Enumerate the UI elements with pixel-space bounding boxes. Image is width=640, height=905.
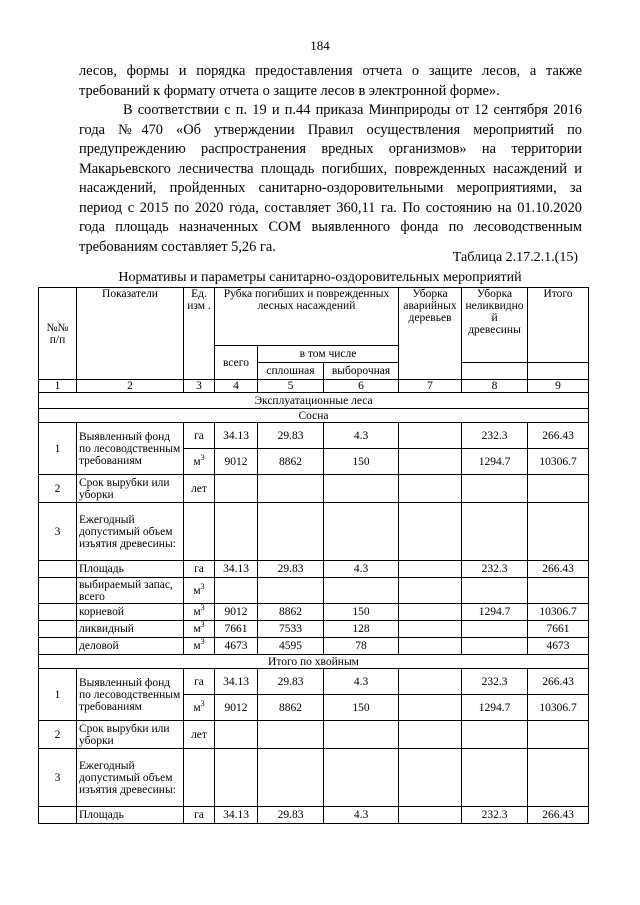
value-illiquid: 232.3 xyxy=(462,807,528,824)
value-sum: 10306.7 xyxy=(528,449,589,475)
unit-superscript: 3 xyxy=(200,581,205,591)
table-row xyxy=(39,621,589,638)
unit-cell xyxy=(184,578,215,604)
table-row xyxy=(39,749,589,807)
table-row xyxy=(39,604,589,621)
empty-cell xyxy=(215,503,258,561)
col-number: 2 xyxy=(77,380,184,393)
value-cleanup xyxy=(399,604,462,621)
value-sum: 7661 xyxy=(528,621,589,638)
header-selective: выборочная xyxy=(324,363,399,380)
value-cleanup xyxy=(399,807,462,824)
empty-cell xyxy=(399,475,462,503)
row-num: 2 xyxy=(39,721,77,749)
empty-cell xyxy=(324,721,399,749)
row-label: Ежегодный допустимый объем изъятия древесины: xyxy=(77,503,184,561)
value-cleanup xyxy=(399,423,462,449)
row-label: Выявленный фонд по лесоводственным требованиям xyxy=(77,423,184,475)
value-clear: 29.83 xyxy=(258,423,324,449)
value-illiquid: 232.3 xyxy=(462,561,528,578)
unit-superscript: 3 xyxy=(200,637,205,647)
section-row xyxy=(39,655,589,669)
value-total: 9012 xyxy=(215,695,258,721)
empty-cell xyxy=(528,721,589,749)
header-unit: Ед. изм . xyxy=(184,288,215,380)
section-title: Эксплуатационные леса xyxy=(39,393,589,409)
table-row xyxy=(39,638,589,655)
row-label: ликвидный xyxy=(77,621,184,638)
row-label: Срок вырубки или уборки xyxy=(77,721,184,749)
table-row xyxy=(39,423,589,449)
unit-cell: га xyxy=(184,807,215,824)
value-cleanup xyxy=(399,561,462,578)
section-title: Сосна xyxy=(39,409,589,423)
header-clear: сплошная xyxy=(258,363,324,380)
unit-text: м xyxy=(193,623,201,635)
row-num-empty xyxy=(39,604,77,621)
value-illiquid: 1294.7 xyxy=(462,449,528,475)
row-num-empty xyxy=(39,578,77,604)
row-num-empty xyxy=(39,561,77,578)
value-cleanup xyxy=(399,449,462,475)
value-sum: 266.43 xyxy=(528,807,589,824)
unit-superscript: 3 xyxy=(200,603,205,613)
body-text xyxy=(79,62,582,257)
header-illiquid: Уборка неликвидно й древесины xyxy=(462,288,528,363)
value-selective xyxy=(324,578,399,604)
value-sum: 4673 xyxy=(528,638,589,655)
empty-cell xyxy=(184,749,215,807)
unit-text: м xyxy=(193,584,201,597)
table-row xyxy=(39,578,589,604)
row-label: Выявленный фонд по лесоводственным требованиям xyxy=(77,669,184,721)
unit-cell: лет xyxy=(184,721,215,749)
empty-cell xyxy=(215,475,258,503)
paragraph: лесов, формы и порядка предоставления отчета о защите лесов, а также требований к формату отчета о защите лесов в электронной форме». xyxy=(79,63,582,99)
empty-cell xyxy=(528,475,589,503)
value-clear: 29.83 xyxy=(258,561,324,578)
empty-cell xyxy=(462,721,528,749)
value-clear: 29.83 xyxy=(258,669,324,695)
norms-table xyxy=(38,287,589,824)
col-number: 9 xyxy=(528,380,589,393)
paragraph: В соответствии с п. 19 и п.44 приказа Минприроды от 12 сентября 2016 года №470 «Об утверждении Правил осуществления мероприятий по предупреждению распространения вредных организмов» на территории Макарьевского лесничества площадь погибших, поврежденных насаждений и насаждений, пройденных санитарно-оздоровительными мероприятиями, за период с 2015 по 2020 года, составляет 360,11 га. По состоянию на 01.10.2020 года площадь назначенных СОМ выявленного фонда по лесоводственным требованиям составляет 5,26 га. xyxy=(79,102,582,255)
table-caption: Таблица 2.17.2.1.(15) xyxy=(452,250,578,265)
col-number: 1 xyxy=(39,380,77,393)
value-cleanup xyxy=(399,621,462,638)
header-total: Итого xyxy=(528,288,589,363)
table-row xyxy=(39,475,589,503)
value-illiquid: 1294.7 xyxy=(462,604,528,621)
value-clear: 4595 xyxy=(258,638,324,655)
header-indicators: Показатели xyxy=(77,288,184,380)
row-num-empty xyxy=(39,807,77,824)
empty-cell xyxy=(528,503,589,561)
header-empty xyxy=(528,363,589,380)
empty-cell xyxy=(528,749,589,807)
value-illiquid xyxy=(462,621,528,638)
row-label: Площадь xyxy=(77,561,184,578)
empty-cell xyxy=(258,721,324,749)
empty-cell xyxy=(215,749,258,807)
unit-cell xyxy=(184,604,215,621)
value-sum: 10306.7 xyxy=(528,695,589,721)
value-sum: 266.43 xyxy=(528,561,589,578)
value-sum: 10306.7 xyxy=(528,604,589,621)
row-num: 2 xyxy=(39,475,77,503)
value-total: 34.13 xyxy=(215,807,258,824)
row-label: деловой xyxy=(77,638,184,655)
value-total: 34.13 xyxy=(215,561,258,578)
value-selective: 150 xyxy=(324,449,399,475)
value-selective: 4.3 xyxy=(324,423,399,449)
section-row xyxy=(39,409,589,423)
col-number: 4 xyxy=(215,380,258,393)
col-number: 3 xyxy=(184,380,215,393)
empty-cell xyxy=(258,475,324,503)
page-number: 184 xyxy=(310,38,330,53)
table-row xyxy=(39,503,589,561)
empty-cell xyxy=(399,721,462,749)
unit-cell xyxy=(184,638,215,655)
row-label: Площадь xyxy=(77,807,184,824)
row-num-empty xyxy=(39,621,77,638)
unit-text: м xyxy=(193,640,201,652)
value-clear: 29.83 xyxy=(258,807,324,824)
value-illiquid: 232.3 xyxy=(462,423,528,449)
section-title: Итого по хвойным xyxy=(39,655,589,669)
unit-superscript: 3 xyxy=(200,698,205,708)
unit-superscript: 3 xyxy=(200,452,205,462)
row-label: Срок вырубки или уборки xyxy=(77,475,184,503)
empty-cell xyxy=(399,503,462,561)
row-label: Ежегодный допустимый объем изъятия древесины: xyxy=(77,749,184,807)
value-selective: 150 xyxy=(324,695,399,721)
header-felling: Рубка погибших и поврежденных лесных насаждений xyxy=(215,288,399,346)
value-sum: 266.43 xyxy=(528,669,589,695)
value-total: 34.13 xyxy=(215,669,258,695)
value-total: 34.13 xyxy=(215,423,258,449)
column-numbers-row xyxy=(39,380,589,393)
unit-cell xyxy=(184,695,215,721)
value-selective: 4.3 xyxy=(324,669,399,695)
value-cleanup xyxy=(399,578,462,604)
unit-cell xyxy=(184,621,215,638)
header-empty xyxy=(462,363,528,380)
header-cleanup: Уборка аварийных деревьев xyxy=(399,288,462,380)
value-clear: 7533 xyxy=(258,621,324,638)
empty-cell xyxy=(462,503,528,561)
empty-cell xyxy=(184,503,215,561)
unit-text: м xyxy=(193,606,201,618)
row-num: 3 xyxy=(39,503,77,561)
value-selective: 4.3 xyxy=(324,561,399,578)
row-label: корневой xyxy=(77,604,184,621)
table-row xyxy=(39,721,589,749)
empty-cell xyxy=(258,503,324,561)
col-number: 8 xyxy=(462,380,528,393)
value-cleanup xyxy=(399,638,462,655)
empty-cell xyxy=(324,503,399,561)
row-num: 1 xyxy=(39,669,77,721)
row-label: выбираемый запас, всего xyxy=(77,578,184,604)
value-selective: 150 xyxy=(324,604,399,621)
empty-cell xyxy=(324,475,399,503)
value-total: 9012 xyxy=(215,449,258,475)
row-num: 3 xyxy=(39,749,77,807)
header-num: №№ п/п xyxy=(39,288,77,380)
value-selective: 78 xyxy=(324,638,399,655)
unit-cell: лет xyxy=(184,475,215,503)
value-clear: 8862 xyxy=(258,449,324,475)
value-total xyxy=(215,578,258,604)
value-illiquid xyxy=(462,578,528,604)
empty-cell xyxy=(462,749,528,807)
value-illiquid xyxy=(462,638,528,655)
unit-text: м xyxy=(193,455,201,468)
empty-cell xyxy=(399,749,462,807)
value-total: 4673 xyxy=(215,638,258,655)
col-number: 7 xyxy=(399,380,462,393)
value-clear xyxy=(258,578,324,604)
value-cleanup xyxy=(399,669,462,695)
col-number: 6 xyxy=(324,380,399,393)
table-row xyxy=(39,561,589,578)
unit-cell: га xyxy=(184,669,215,695)
value-clear: 8862 xyxy=(258,695,324,721)
value-cleanup xyxy=(399,695,462,721)
value-clear: 8862 xyxy=(258,604,324,621)
empty-cell xyxy=(258,749,324,807)
table-row xyxy=(39,669,589,695)
table-row xyxy=(39,807,589,824)
row-num: 1 xyxy=(39,423,77,475)
header-all: всего xyxy=(215,346,258,380)
value-selective: 4.3 xyxy=(324,807,399,824)
col-number: 5 xyxy=(258,380,324,393)
unit-cell: га xyxy=(184,423,215,449)
unit-text: м xyxy=(193,701,201,714)
empty-cell xyxy=(462,475,528,503)
value-sum xyxy=(528,578,589,604)
unit-superscript: 3 xyxy=(200,620,205,630)
unit-cell xyxy=(184,449,215,475)
value-total: 7661 xyxy=(215,621,258,638)
value-selective: 128 xyxy=(324,621,399,638)
unit-cell: га xyxy=(184,561,215,578)
value-illiquid: 232.3 xyxy=(462,669,528,695)
row-num-empty xyxy=(39,638,77,655)
empty-cell xyxy=(215,721,258,749)
value-sum: 266.43 xyxy=(528,423,589,449)
table-title: Нормативы и параметры санитарно-оздоровительных мероприятий xyxy=(118,270,522,285)
header-including: в том числе xyxy=(258,346,399,363)
value-illiquid: 1294.7 xyxy=(462,695,528,721)
value-total: 9012 xyxy=(215,604,258,621)
empty-cell xyxy=(324,749,399,807)
